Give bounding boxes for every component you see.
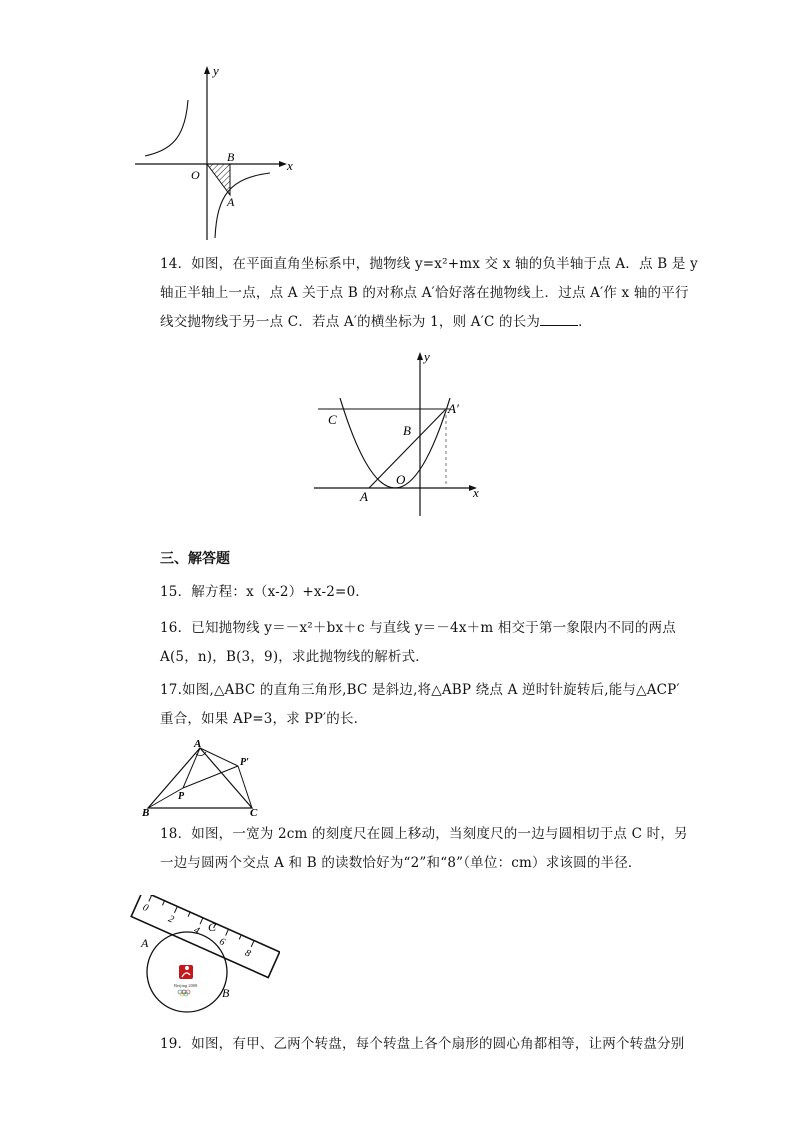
- shaded-triangle: [207, 164, 230, 195]
- tick-label-0: 0: [140, 902, 150, 915]
- label-y: y: [213, 63, 219, 78]
- beijing-emblem: [174, 965, 198, 996]
- label-A-prime: A′: [448, 401, 459, 416]
- ruler-circle-figure: [130, 895, 280, 1015]
- q19-line: 19．如图，有甲、乙两个转盘，每个转盘上各个扇形的圆心角都相等，让两个转盘分别: [160, 1036, 685, 1052]
- label-B: B: [222, 986, 230, 1000]
- triangle-figure: [138, 738, 268, 818]
- segment-A-Pprime: [200, 748, 238, 766]
- tick-label-4: 4: [192, 924, 202, 937]
- emblem-figure-head: [185, 966, 189, 970]
- question-16: [160, 614, 676, 672]
- label-x: x: [287, 158, 293, 173]
- label-A: A: [227, 195, 235, 209]
- emblem-text: Beijing 2008: [174, 983, 198, 988]
- question-18: [160, 820, 688, 878]
- q18-line-1: 18．如图，一宽为 2cm 的刻度尺在圆上移动，当刻度尺的一边与圆相切于点 C 时，另: [160, 826, 688, 842]
- label-O: O: [191, 168, 200, 182]
- label-y: y: [424, 349, 430, 364]
- ruler-tick-7: [239, 935, 241, 940]
- hyperbola-branch-left: [145, 100, 188, 156]
- label-A: A: [141, 936, 149, 950]
- y-axis-arrow: [204, 66, 210, 74]
- ruler-tick-2: [174, 906, 177, 912]
- ruler-tick-6: [226, 929, 229, 935]
- question-17: [160, 676, 680, 734]
- tick-label-2: 2: [166, 913, 176, 926]
- q14-line-3-text: 线交抛物线于另一点 C．若点 A′的横坐标为 1，则 A′C 的长为: [160, 314, 541, 330]
- parabola-figure: [310, 348, 490, 520]
- x-axis-arrow: [279, 161, 287, 167]
- q14-line-2: 轴正半轴上一点，点 A 关于点 B 的对称点 A′恰好落在抛物线上．过点 A′作 x 轴的平行: [160, 285, 689, 301]
- ruler-tick-8: [251, 941, 254, 947]
- q14-line-3: [160, 308, 660, 337]
- question-14: [160, 250, 698, 337]
- q15-line: 15．解方程：x（x-2）+x-2=0．: [160, 584, 370, 600]
- tick-label-8: 8: [243, 947, 253, 960]
- q16-line-2: A(5，n)，B(3，9)，求此抛物线的解析式．: [160, 649, 429, 665]
- label-x: x: [473, 485, 479, 500]
- label-P-prime: P′: [240, 757, 249, 768]
- q17-line-2: 重合，如果 AP=3，求 PP′的长．: [160, 711, 368, 727]
- section-heading: 三、解答题: [160, 551, 230, 567]
- label-C: C: [328, 412, 337, 427]
- q17-line-1: 17.如图,△ABC 的直角三角形,BC 是斜边,将△ABP 绕点 A 逆时针旋转后,能与△ACP′: [160, 682, 680, 698]
- question-19: [160, 1030, 685, 1059]
- ruler-tick-3: [188, 912, 190, 917]
- label-O: O: [396, 472, 406, 487]
- segment-A-Aprime: [369, 409, 446, 488]
- parabola-curve: [340, 398, 450, 488]
- label-B: B: [142, 807, 150, 818]
- q18-line-2: 一边与圆两个交点 A 和 B 的读数恰好为“2”和“8”（单位：cm）求该圆的半径．: [160, 855, 642, 871]
- hyperbola-figure: [130, 60, 300, 245]
- answer-blank: [540, 313, 578, 326]
- ruler-tick-4: [200, 918, 203, 924]
- label-C: C: [250, 807, 258, 818]
- ruler-tick-0: [149, 895, 152, 901]
- y-axis-arrow: [417, 352, 423, 360]
- label-A: A: [360, 489, 368, 504]
- tick-label-6: 6: [217, 936, 227, 949]
- segment-C-Pprime: [238, 766, 252, 808]
- label-B: B: [403, 423, 411, 438]
- q16-line-1: 16．已知抛物线 y＝－x²＋bx＋c 与直线 y＝－4x＋m 相交于第一象限内不同的两点: [160, 620, 676, 636]
- question-15: [160, 578, 660, 607]
- label-A: A: [194, 738, 202, 750]
- label-C: C: [208, 920, 217, 934]
- q14-line-1: 14．如图，在平面直角坐标系中，抛物线 y=x²+mx 交 x 轴的负半轴于点 A．点 B 是 y: [160, 256, 698, 272]
- ruler-tick-1: [162, 901, 164, 906]
- label-B: B: [227, 150, 235, 164]
- label-P: P: [178, 791, 185, 802]
- q14-line-3-end: ．: [578, 314, 592, 330]
